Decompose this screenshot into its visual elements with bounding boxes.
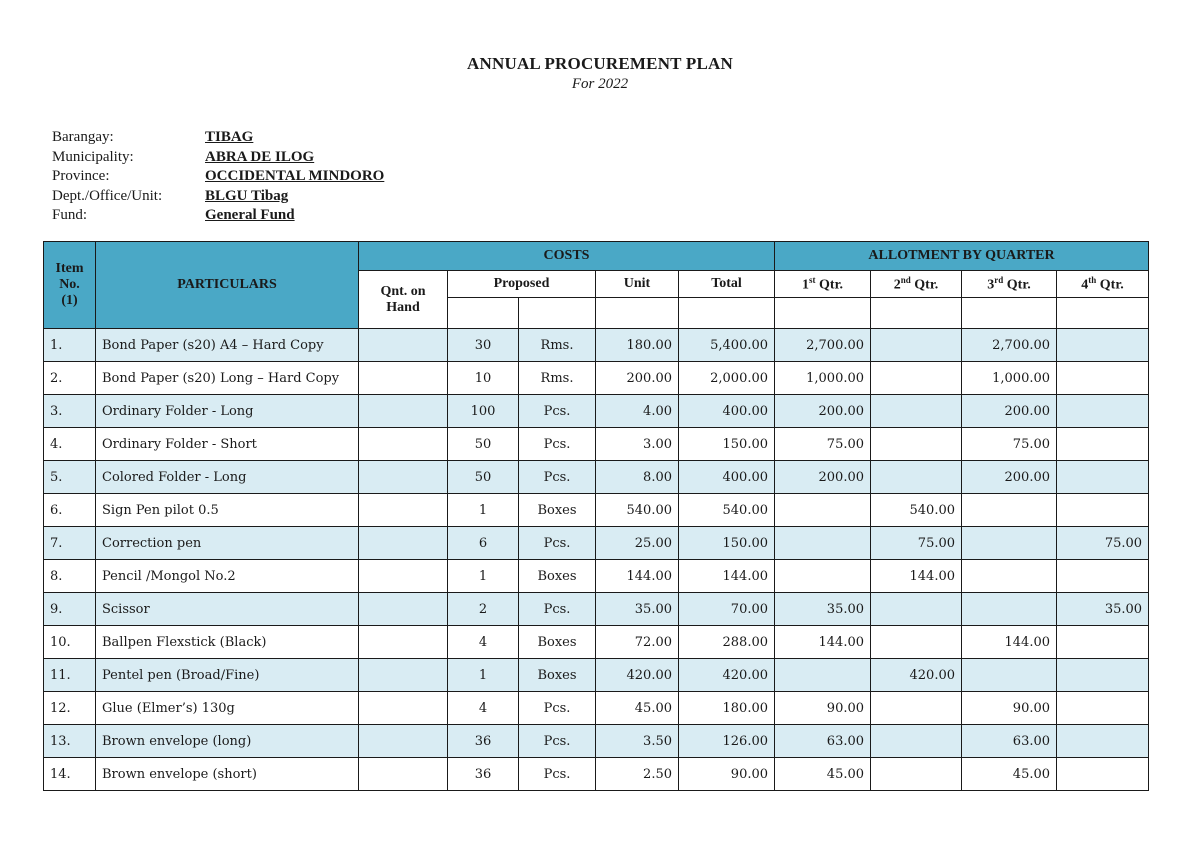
cell-q2 bbox=[871, 329, 962, 362]
cell-proposed-qty: 1 bbox=[448, 560, 519, 593]
cell-q2: 420.00 bbox=[871, 659, 962, 692]
cell-item-no: 11. bbox=[44, 659, 96, 692]
header-blank bbox=[1057, 298, 1149, 329]
cell-particulars: Correction pen bbox=[96, 527, 359, 560]
cell-total-cost: 150.00 bbox=[679, 527, 775, 560]
header-total: Total bbox=[679, 271, 775, 298]
header-blank bbox=[448, 298, 519, 329]
header-blank bbox=[679, 298, 775, 329]
cell-unit-of-measure: Pcs. bbox=[519, 461, 596, 494]
cell-unit-of-measure: Pcs. bbox=[519, 692, 596, 725]
info-row-fund bbox=[52, 206, 384, 226]
cell-q4 bbox=[1057, 494, 1149, 527]
cell-particulars: Glue (Elmer’s) 130g bbox=[96, 692, 359, 725]
cell-q3 bbox=[962, 527, 1057, 560]
info-row-dept bbox=[52, 187, 384, 207]
cell-unit-cost: 180.00 bbox=[596, 329, 679, 362]
cell-q3: 75.00 bbox=[962, 428, 1057, 461]
info-row-province bbox=[52, 167, 384, 187]
cell-q3 bbox=[962, 659, 1057, 692]
cell-particulars: Ordinary Folder - Short bbox=[96, 428, 359, 461]
cell-item-no: 13. bbox=[44, 725, 96, 758]
cell-total-cost: 126.00 bbox=[679, 725, 775, 758]
cell-total-cost: 150.00 bbox=[679, 428, 775, 461]
cell-particulars: Brown envelope (long) bbox=[96, 725, 359, 758]
header-allotment: ALLOTMENT BY QUARTER bbox=[775, 242, 1149, 271]
cell-unit-of-measure: Rms. bbox=[519, 329, 596, 362]
table-row bbox=[44, 692, 1149, 725]
cell-q3: 63.00 bbox=[962, 725, 1057, 758]
cell-total-cost: 400.00 bbox=[679, 461, 775, 494]
cell-item-no: 7. bbox=[44, 527, 96, 560]
cell-q2: 144.00 bbox=[871, 560, 962, 593]
cell-total-cost: 288.00 bbox=[679, 626, 775, 659]
cell-q4 bbox=[1057, 692, 1149, 725]
cell-q2 bbox=[871, 395, 962, 428]
page-title: ANNUAL PROCUREMENT PLAN bbox=[467, 54, 733, 73]
cell-q2: 540.00 bbox=[871, 494, 962, 527]
header-blank bbox=[775, 298, 871, 329]
cell-total-cost: 144.00 bbox=[679, 560, 775, 593]
cell-q4 bbox=[1057, 659, 1149, 692]
cell-item-no: 8. bbox=[44, 560, 96, 593]
cell-total-cost: 5,400.00 bbox=[679, 329, 775, 362]
cell-q2 bbox=[871, 692, 962, 725]
cell-proposed-qty: 2 bbox=[448, 593, 519, 626]
cell-q2 bbox=[871, 428, 962, 461]
cell-unit-of-measure: Pcs. bbox=[519, 758, 596, 791]
cell-q4 bbox=[1057, 461, 1149, 494]
info-value: General Fund bbox=[205, 207, 295, 223]
cell-q2 bbox=[871, 758, 962, 791]
table-row bbox=[44, 593, 1149, 626]
cell-unit-cost: 2.50 bbox=[596, 758, 679, 791]
cell-qnt-on-hand bbox=[359, 461, 448, 494]
cell-qnt-on-hand bbox=[359, 527, 448, 560]
header-q3: 3rd Qtr. bbox=[962, 271, 1057, 298]
cell-proposed-qty: 36 bbox=[448, 758, 519, 791]
cell-proposed-qty: 1 bbox=[448, 659, 519, 692]
table-row bbox=[44, 527, 1149, 560]
header-blank bbox=[519, 298, 596, 329]
table-row bbox=[44, 329, 1149, 362]
cell-q2 bbox=[871, 362, 962, 395]
cell-unit-of-measure: Boxes bbox=[519, 626, 596, 659]
cell-q3: 200.00 bbox=[962, 395, 1057, 428]
cell-qnt-on-hand bbox=[359, 494, 448, 527]
cell-unit-cost: 8.00 bbox=[596, 461, 679, 494]
cell-item-no: 9. bbox=[44, 593, 96, 626]
info-row-municipality bbox=[52, 148, 384, 168]
cell-total-cost: 2,000.00 bbox=[679, 362, 775, 395]
cell-unit-cost: 35.00 bbox=[596, 593, 679, 626]
cell-particulars: Colored Folder - Long bbox=[96, 461, 359, 494]
cell-particulars: Sign Pen pilot 0.5 bbox=[96, 494, 359, 527]
table-row bbox=[44, 395, 1149, 428]
cell-unit-cost: 25.00 bbox=[596, 527, 679, 560]
table-row bbox=[44, 758, 1149, 791]
table-row bbox=[44, 560, 1149, 593]
cell-q3 bbox=[962, 560, 1057, 593]
cell-total-cost: 540.00 bbox=[679, 494, 775, 527]
header-particulars: PARTICULARS bbox=[96, 242, 359, 329]
cell-particulars: Ballpen Flexstick (Black) bbox=[96, 626, 359, 659]
cell-unit-of-measure: Pcs. bbox=[519, 527, 596, 560]
header-qnt-on-hand: Qnt. on Hand bbox=[359, 271, 448, 329]
info-label: Barangay: bbox=[52, 129, 114, 145]
cell-q2: 75.00 bbox=[871, 527, 962, 560]
cell-qnt-on-hand bbox=[359, 428, 448, 461]
cell-unit-of-measure: Boxes bbox=[519, 560, 596, 593]
cell-unit-of-measure: Pcs. bbox=[519, 395, 596, 428]
cell-proposed-qty: 1 bbox=[448, 494, 519, 527]
info-value: OCCIDENTAL MINDORO bbox=[205, 168, 385, 184]
cell-q4 bbox=[1057, 758, 1149, 791]
cell-unit-of-measure: Pcs. bbox=[519, 593, 596, 626]
info-row-barangay bbox=[52, 128, 384, 148]
cell-q1: 45.00 bbox=[775, 758, 871, 791]
cell-q3: 200.00 bbox=[962, 461, 1057, 494]
cell-qnt-on-hand bbox=[359, 725, 448, 758]
cell-particulars: Scissor bbox=[96, 593, 359, 626]
cell-q1: 200.00 bbox=[775, 395, 871, 428]
cell-q4 bbox=[1057, 428, 1149, 461]
cell-q1: 35.00 bbox=[775, 593, 871, 626]
table-row bbox=[44, 659, 1149, 692]
header-q4: 4th Qtr. bbox=[1057, 271, 1149, 298]
info-label: Province: bbox=[52, 168, 110, 184]
cell-proposed-qty: 100 bbox=[448, 395, 519, 428]
cell-q1: 2,700.00 bbox=[775, 329, 871, 362]
cell-unit-cost: 72.00 bbox=[596, 626, 679, 659]
cell-total-cost: 90.00 bbox=[679, 758, 775, 791]
header-q2: 2nd Qtr. bbox=[871, 271, 962, 298]
cell-unit-of-measure: Pcs. bbox=[519, 428, 596, 461]
cell-qnt-on-hand bbox=[359, 659, 448, 692]
cell-q1 bbox=[775, 527, 871, 560]
cell-q3: 45.00 bbox=[962, 758, 1057, 791]
cell-particulars: Brown envelope (short) bbox=[96, 758, 359, 791]
cell-proposed-qty: 50 bbox=[448, 461, 519, 494]
cell-particulars: Bond Paper (s20) A4 – Hard Copy bbox=[96, 329, 359, 362]
header-q1: 1st Qtr. bbox=[775, 271, 871, 298]
cell-item-no: 14. bbox=[44, 758, 96, 791]
cell-q4 bbox=[1057, 626, 1149, 659]
cell-q1: 63.00 bbox=[775, 725, 871, 758]
cell-item-no: 5. bbox=[44, 461, 96, 494]
cell-particulars: Pentel pen (Broad/Fine) bbox=[96, 659, 359, 692]
cell-particulars: Ordinary Folder - Long bbox=[96, 395, 359, 428]
cell-total-cost: 70.00 bbox=[679, 593, 775, 626]
cell-q4 bbox=[1057, 329, 1149, 362]
cell-item-no: 3. bbox=[44, 395, 96, 428]
procurement-table bbox=[43, 241, 1149, 791]
info-value: ABRA DE ILOG bbox=[205, 148, 315, 165]
cell-unit-cost: 3.00 bbox=[596, 428, 679, 461]
cell-q4 bbox=[1057, 725, 1149, 758]
cell-q4 bbox=[1057, 560, 1149, 593]
cell-qnt-on-hand bbox=[359, 593, 448, 626]
table-row bbox=[44, 428, 1149, 461]
cell-proposed-qty: 10 bbox=[448, 362, 519, 395]
cell-qnt-on-hand bbox=[359, 560, 448, 593]
cell-q1 bbox=[775, 494, 871, 527]
cell-proposed-qty: 4 bbox=[448, 626, 519, 659]
cell-q2 bbox=[871, 725, 962, 758]
cell-item-no: 12. bbox=[44, 692, 96, 725]
cell-proposed-qty: 36 bbox=[448, 725, 519, 758]
table-row bbox=[44, 362, 1149, 395]
cell-total-cost: 180.00 bbox=[679, 692, 775, 725]
cell-q1: 1,000.00 bbox=[775, 362, 871, 395]
cell-qnt-on-hand bbox=[359, 758, 448, 791]
cell-particulars: Pencil /Mongol No.2 bbox=[96, 560, 359, 593]
cell-q3 bbox=[962, 494, 1057, 527]
header-blank bbox=[962, 298, 1057, 329]
cell-proposed-qty: 30 bbox=[448, 329, 519, 362]
cell-qnt-on-hand bbox=[359, 626, 448, 659]
cell-unit-cost: 45.00 bbox=[596, 692, 679, 725]
document-header bbox=[0, 54, 1200, 93]
cell-total-cost: 420.00 bbox=[679, 659, 775, 692]
cell-unit-of-measure: Boxes bbox=[519, 659, 596, 692]
table-row bbox=[44, 725, 1149, 758]
info-value: TIBAG bbox=[205, 129, 254, 145]
cell-unit-cost: 4.00 bbox=[596, 395, 679, 428]
cell-particulars: Bond Paper (s20) Long – Hard Copy bbox=[96, 362, 359, 395]
table-row bbox=[44, 461, 1149, 494]
page-subtitle: For 2022 bbox=[571, 76, 629, 92]
cell-total-cost: 400.00 bbox=[679, 395, 775, 428]
cell-qnt-on-hand bbox=[359, 395, 448, 428]
cell-proposed-qty: 50 bbox=[448, 428, 519, 461]
cell-q1: 144.00 bbox=[775, 626, 871, 659]
cell-item-no: 6. bbox=[44, 494, 96, 527]
cell-qnt-on-hand bbox=[359, 329, 448, 362]
table-row bbox=[44, 626, 1149, 659]
header-costs: COSTS bbox=[359, 242, 775, 271]
header-item-no: Item No. (1) bbox=[44, 242, 96, 329]
cell-q1 bbox=[775, 560, 871, 593]
info-block bbox=[52, 128, 384, 226]
info-label: Municipality: bbox=[52, 148, 134, 165]
cell-q4 bbox=[1057, 362, 1149, 395]
cell-qnt-on-hand bbox=[359, 692, 448, 725]
cell-q3: 144.00 bbox=[962, 626, 1057, 659]
cell-item-no: 10. bbox=[44, 626, 96, 659]
cell-q1: 75.00 bbox=[775, 428, 871, 461]
cell-unit-cost: 3.50 bbox=[596, 725, 679, 758]
info-value: BLGU Tibag bbox=[205, 187, 289, 204]
header-unit: Unit bbox=[596, 271, 679, 298]
cell-q4: 35.00 bbox=[1057, 593, 1149, 626]
cell-proposed-qty: 4 bbox=[448, 692, 519, 725]
cell-unit-cost: 200.00 bbox=[596, 362, 679, 395]
info-label: Dept./Office/Unit: bbox=[52, 187, 163, 204]
cell-unit-of-measure: Rms. bbox=[519, 362, 596, 395]
cell-q3 bbox=[962, 593, 1057, 626]
cell-q3: 1,000.00 bbox=[962, 362, 1057, 395]
cell-q1: 90.00 bbox=[775, 692, 871, 725]
header-proposed: Proposed bbox=[448, 271, 596, 298]
cell-unit-cost: 540.00 bbox=[596, 494, 679, 527]
header-blank bbox=[871, 298, 962, 329]
cell-q1: 200.00 bbox=[775, 461, 871, 494]
cell-item-no: 1. bbox=[44, 329, 96, 362]
table-row bbox=[44, 494, 1149, 527]
cell-proposed-qty: 6 bbox=[448, 527, 519, 560]
cell-qnt-on-hand bbox=[359, 362, 448, 395]
cell-item-no: 4. bbox=[44, 428, 96, 461]
cell-item-no: 2. bbox=[44, 362, 96, 395]
header-blank bbox=[596, 298, 679, 329]
table-body bbox=[44, 329, 1149, 791]
cell-unit-of-measure: Pcs. bbox=[519, 725, 596, 758]
info-label: Fund: bbox=[52, 207, 88, 223]
cell-q4 bbox=[1057, 395, 1149, 428]
cell-unit-of-measure: Boxes bbox=[519, 494, 596, 527]
cell-q1 bbox=[775, 659, 871, 692]
cell-q2 bbox=[871, 593, 962, 626]
cell-q3: 90.00 bbox=[962, 692, 1057, 725]
cell-q2 bbox=[871, 626, 962, 659]
cell-unit-cost: 144.00 bbox=[596, 560, 679, 593]
cell-q3: 2,700.00 bbox=[962, 329, 1057, 362]
cell-q2 bbox=[871, 461, 962, 494]
cell-q4: 75.00 bbox=[1057, 527, 1149, 560]
cell-unit-cost: 420.00 bbox=[596, 659, 679, 692]
